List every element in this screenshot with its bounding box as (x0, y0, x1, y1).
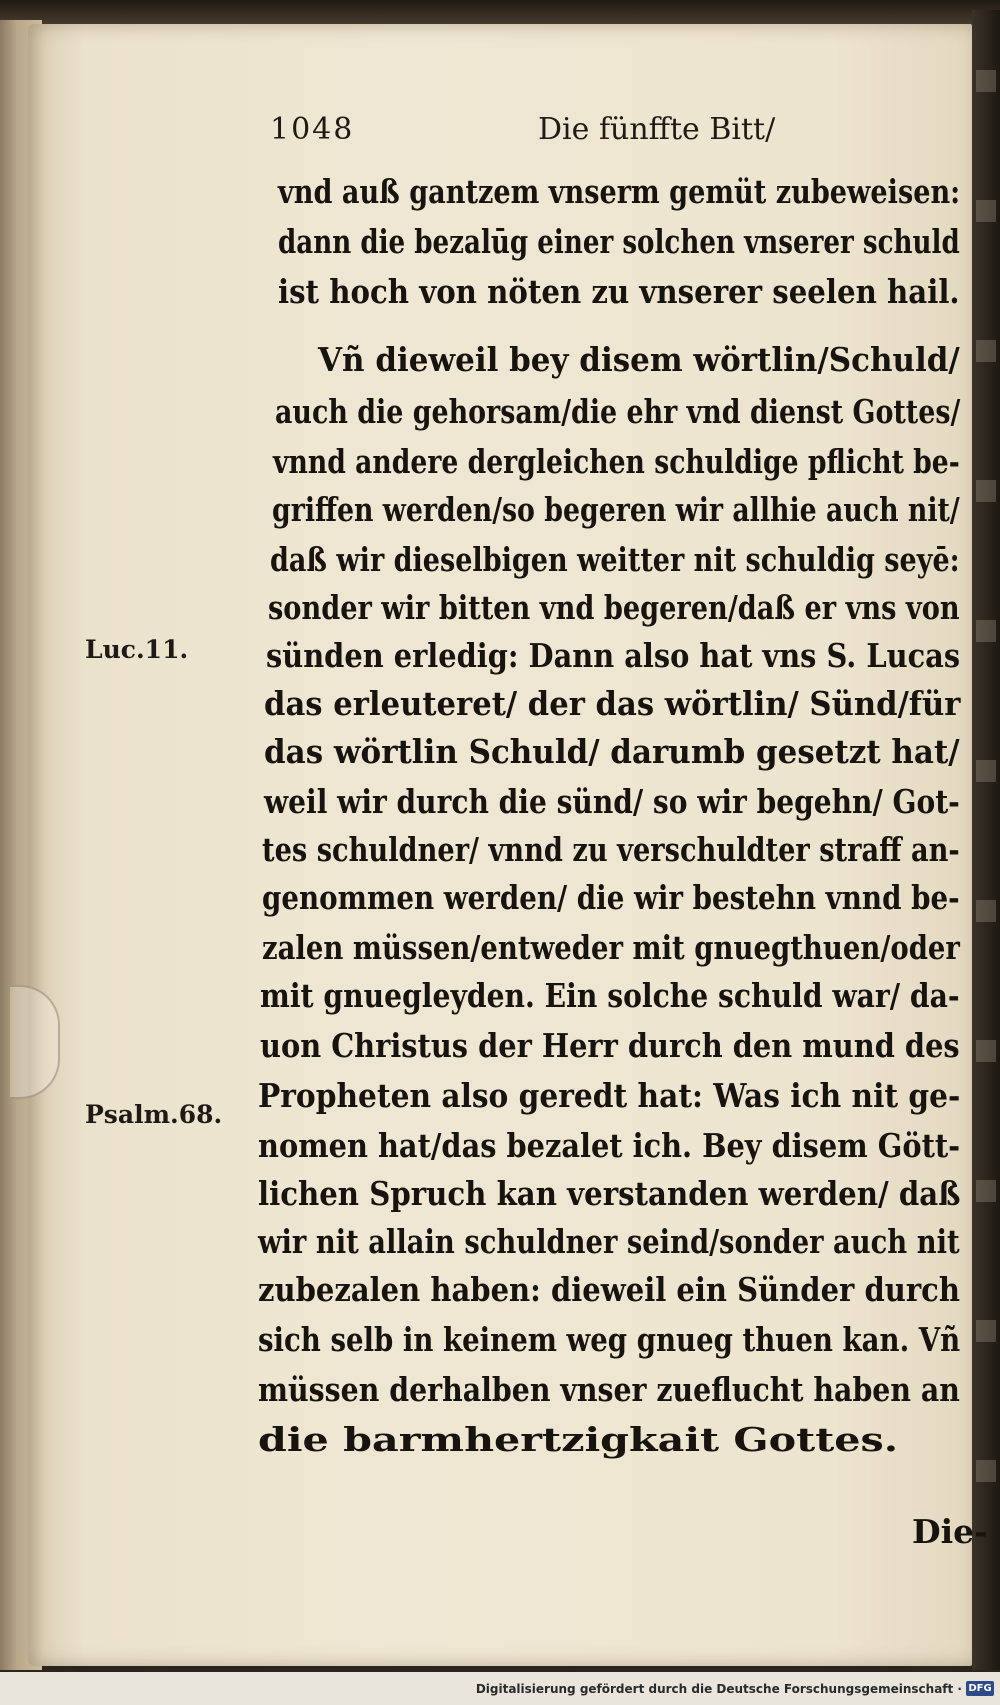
dfg-logo: DFG (966, 1681, 994, 1696)
text-line: mit gnuegleyden. Ein solche schuld war/ da- (260, 976, 960, 1015)
text-line: das wörtlin Schuld/ darumb gesetzt hat/ (264, 732, 960, 771)
text-line: Vñ dieweil bey disem wörtlin/Schuld/ (318, 340, 960, 379)
text-line: sonder wir bitten vnd begeren/daß er vns von (268, 588, 960, 627)
text-line: das erleuteret/ der das wörtlin/ Sünd/für (264, 684, 961, 723)
book-top-edge (0, 0, 1000, 26)
text-line: weil wir durch die sünd/ so wir begehn/ Got- (264, 782, 960, 821)
text-line: sich selb in keinem weg gnueg thuen kan. Vñ (258, 1320, 961, 1359)
text-line: griffen werden/so begeren wir allhie auch nit/ (272, 490, 960, 529)
running-head: Die fünffte Bitt/ (538, 112, 776, 147)
right-page-stack (972, 10, 1000, 1670)
text-line: wir nit allain schuldner seind/sonder auch nit (258, 1222, 960, 1261)
text-line: nomen hat/das bezalet ich. Bey disem Gött- (258, 1126, 961, 1165)
page-number: 1048 (270, 112, 355, 147)
text-line: vnd auß gantzem vnserm gemüt zubeweisen: (278, 172, 961, 211)
text-line: lichen Spruch kan verstanden werden/ daß (258, 1174, 961, 1213)
text-line: daß wir dieselbigen weitter nit schuldig seyē: (270, 540, 960, 579)
margin-note-luke: Luc.11. (85, 635, 189, 664)
text-line: sünden erledig: Dann also hat vns S. Lucas (266, 636, 961, 675)
footer-credit: Digitalisierung gefördert durch die Deutsche Forschungsgemeinschaft · (475, 1682, 962, 1696)
text-line: uon Christus der Herr durch den mund des (260, 1026, 960, 1065)
catchword: Die- (912, 1512, 988, 1551)
text-line: Propheten also geredt hat: Was ich nit ge- (258, 1076, 961, 1115)
text-line: vnnd andere dergleichen schuldige pflicht be- (273, 442, 960, 481)
text-line: dann die bezalūg einer solchen vnserer schuld (278, 222, 960, 261)
text-line: ist hoch von nöten zu vnserer seelen hail. (278, 272, 960, 311)
text-line: tes schuldner/ vnnd zu verschuldter straff an- (262, 830, 960, 869)
page-clip (10, 985, 60, 1099)
margin-note-psalm: Psalm.68. (85, 1100, 223, 1129)
text-line: auch die gehorsam/die ehr vnd dienst Gottes/ (275, 392, 961, 431)
text-line: müssen derhalben vnser zueflucht haben an (258, 1370, 960, 1409)
text-line: zubezalen haben: dieweil ein Sünder durch (258, 1270, 960, 1309)
text-line: die barmhertzigkait Gottes. (258, 1420, 899, 1459)
text-line: zalen müssen/entweder mit gnuegthuen/oder (262, 928, 960, 967)
text-line: genommen werden/ die wir bestehn vnnd be- (262, 878, 960, 917)
